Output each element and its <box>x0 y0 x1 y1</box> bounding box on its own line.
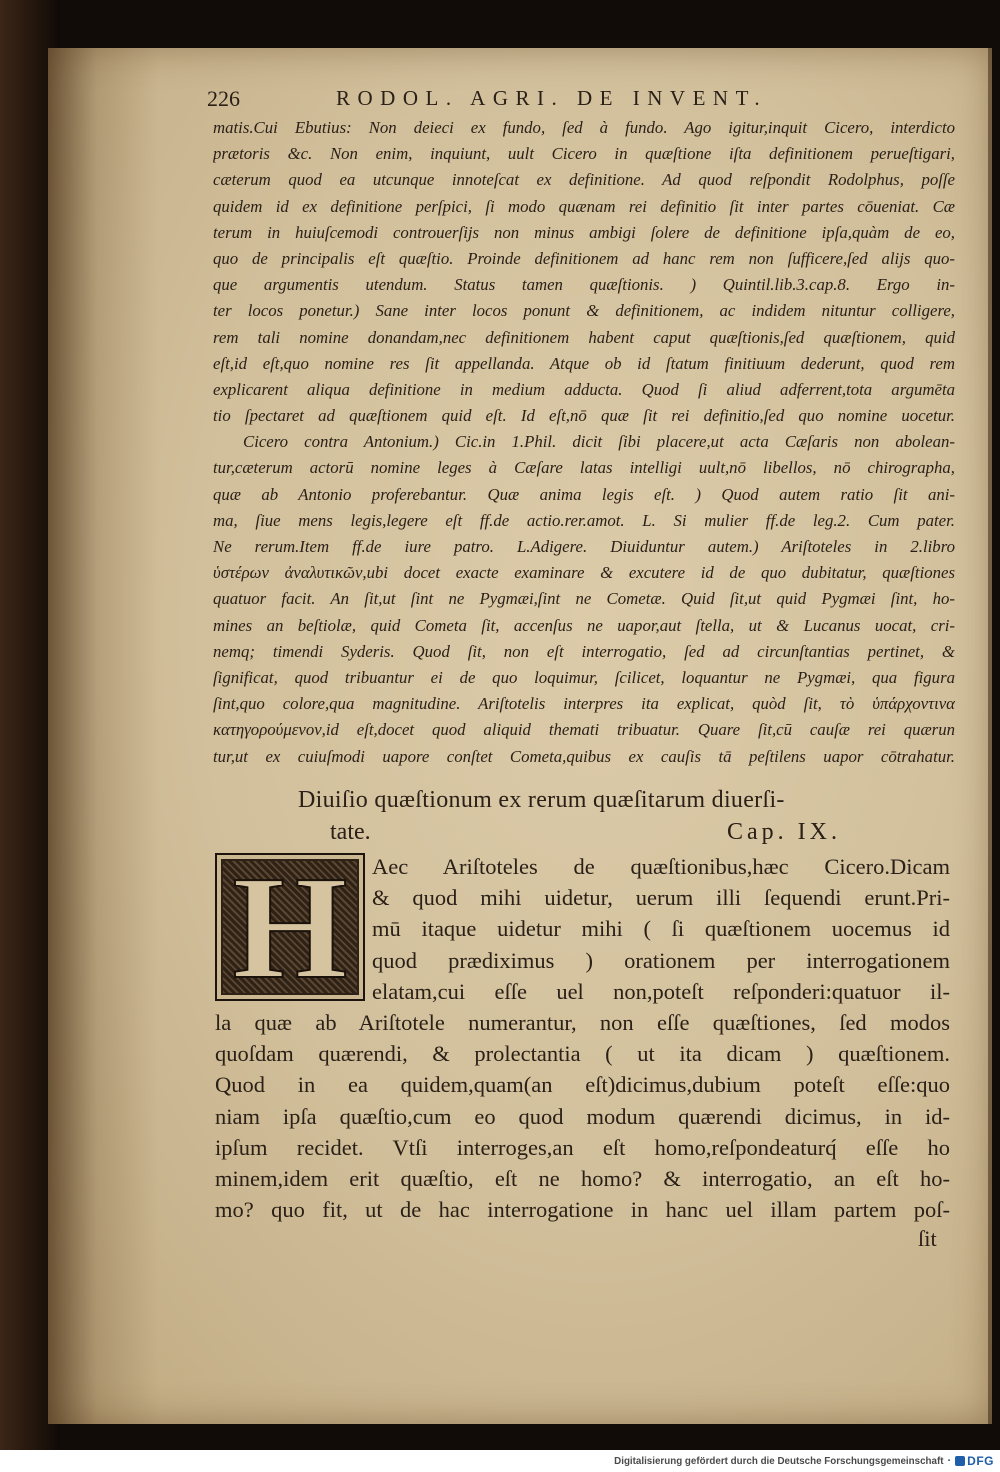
chapter-title-continuation: tate. <box>330 819 371 845</box>
gutter-shadow <box>48 48 158 1424</box>
commentary-line: ſint,quo colore,qua magnitudine. Ariſtotelis interpres ita explicat, quòd ſit, τὸ ὑπάρχοντινα <box>213 694 955 714</box>
dfg-logo-icon <box>955 1456 965 1466</box>
commentary-line: eſt,id eſt,quo nomine res ſit appellanda. Atque ob id ſtatum finitiuum dederunt, quod rem <box>213 353 955 373</box>
commentary-line: ὑστέρων ἀναλυτικῶν,ubi docet exacte examinare & excutere id de quo dubitatur, quæſtiones <box>213 563 955 583</box>
commentary-line: tur,cæterum actorū nomine leges à Cæſare latas intelligi uult,nō libellos, nō chirographa, <box>213 458 955 478</box>
body-line: minem,idem erit quæſtio, eſt ne homo? & interrogatio, an eſt ho- <box>215 1165 950 1191</box>
footer-separator: · <box>947 1455 952 1467</box>
commentary-line: tur,ut ex cuiuſmodi uapore conſtet Cometa,quibus ex cauſis tā peſtilens uapor cōtrahatur. <box>213 746 955 766</box>
digitization-footer <box>0 1450 1000 1472</box>
commentary-block <box>213 115 955 770</box>
body-line: ipſum recidet. Vtſi interroges,an eſt homo,reſpondeaturq́ eſſe ho <box>215 1134 950 1160</box>
commentary-line: prætoris &c. Non enim, inquiunt, uult Cicero in quæſtione iſta definitionem perueſtigari, <box>213 144 955 164</box>
page-edge <box>988 48 992 1424</box>
commentary-line: Ne rerum.Item ff.de iure patro. L.Adigere. Diuiduntur autem.) Ariſtoteles in 2.libro <box>213 537 955 556</box>
commentary-line: cæterum quod ea utcunque innoteſcat ex definitione. Ad quod reſpondit Rodolphus, poſſe <box>213 170 955 190</box>
commentary-line: mines an beſtiolæ, quid Cometa ſit, accenſus ne uapor,aut ſtella, ut & Lucanus uocat, cri- <box>213 615 955 635</box>
commentary-line: rem tali nomine donandam,nec definitionem habent caput quæſtionis,ſed quæſtionem, quid <box>213 327 955 347</box>
body-line: quoſdam quærendi, & prolectantia ( ut ita dicam ) quæſtionem. <box>215 1041 950 1067</box>
commentary-line: matis.Cui Ebutius: Non deieci ex fundo, ſed à fundo. Ago igitur,inquit Cicero, interdicto <box>213 118 955 137</box>
drop-cap-letter: H <box>232 853 348 1001</box>
commentary-line: κατηγορούμενον,id eſt,docet quod aliquid themati tribuatur. Quare ſit,cū cauſæ rei quærun <box>213 720 955 740</box>
body-line: Aec Ariſtoteles de quæſtionibus,hæc Cicero.Dicam <box>372 854 950 879</box>
commentary-line: quidem id ex definitione perſpici, ſi modo quænam rei definitio ſit inter partes cōueniat. Cæ <box>213 196 955 216</box>
dfg-logo <box>955 1454 994 1468</box>
body-line: la quæ ab Ariſtotele numerantur, non eſſe quæſtiones, ſed modos <box>215 1009 950 1035</box>
body-line: elatam,cui eſſe uel non,poteſt reſponderi:quatuor il- <box>372 978 950 1004</box>
chapter-number: Cap. IX. <box>727 819 841 845</box>
body-line: & quod mihi uidetur, uerum illi ſequendi erunt.Pri- <box>372 885 950 911</box>
commentary-line: que argumentis utendum. Status tamen quæſtionis. ) Quintil.lib.3.cap.8. Ergo in- <box>213 275 955 295</box>
chapter-title: Diuiſio quæſtionum ex rerum quæſitarum diuerſi- <box>298 787 785 813</box>
commentary-line: quatuor facit. An ſit,ut ſint ne Pygmæi,ſint ne Cometæ. Quid ſit,ut quid Pygmæi ſint, ho- <box>213 589 955 609</box>
commentary-line: ſignificat, quod tribuantur ei de quo loquimur, ſcilicet, loquantur ne Pygmæi, qua figura <box>213 667 955 687</box>
commentary-line: quæ ab Antonio proferebantur. Quæ anima legis eſt. ) Quod autem ratio ſit ani- <box>213 484 955 504</box>
body-line: quod prædiximus ) orationem per interrogationem <box>372 947 950 973</box>
commentary-line: tio ſpectaret ad quæſtionem quid eſt. Id eſt,nō quæ ſit rei definitio,ſed quo nomine uocetur. <box>213 406 955 426</box>
running-head: RODOL. AGRI. DE INVENT. <box>336 86 768 110</box>
commentary-line: Cicero contra Antonium.) Cic.in 1.Phil. dicit ſibi placere,ut acta Cæſaris non abolean- <box>243 432 955 452</box>
commentary-line: ter locos ponetur.) Sane inter locos ponunt & definitionem, ac indidem nituntur colligere, <box>213 301 955 321</box>
body-line: mū itaque uidetur mihi ( ſi quæſtionem uocemus id <box>372 916 950 942</box>
body-line: mo? quo fit, ut de hac interrogatione in hanc uel illam partem poſ- <box>215 1197 950 1223</box>
body-line: Quod in ea quidem,quam(an eſt)dicimus,dubium poteſt eſſe:quo <box>215 1072 950 1098</box>
body-line: niam ipſa quæſtio,cum eo quod modum quærendi dicimus, in id- <box>215 1103 950 1129</box>
page-number: 226 <box>207 86 240 111</box>
catchword: ſit <box>918 1226 937 1251</box>
commentary-line: nemq; timendi Syderis. Quod ſit, non eſt interrogatio, ſed ad circunſtantias pertinet, & <box>213 641 955 661</box>
commentary-line: ma, ſiue mens legis,legere eſt ff.de actio.rer.amot. L. Si mulier ff.de leg.2. Cum pater. <box>213 510 955 530</box>
commentary-line: terum in huiuſcemodi controuerſijs non minus ambigi ſolere de definitione ipſa,quàm de eo, <box>213 222 955 242</box>
dfg-logo-text: DFG <box>967 1454 994 1468</box>
footer-credit: Digitalisierung gefördert durch die Deutsche Forschungsgemeinschaft <box>614 1455 944 1467</box>
body-text-block <box>215 851 950 1225</box>
commentary-line: quo de principalis eſt quæſtio. Proinde definitionem ad hanc rem non ſufficere,ſed alijs quo- <box>213 248 955 268</box>
commentary-line: explicarent aliqua definitione in medium adducta. Quod ſi aliud adferrent,tota argumēta <box>213 379 955 399</box>
